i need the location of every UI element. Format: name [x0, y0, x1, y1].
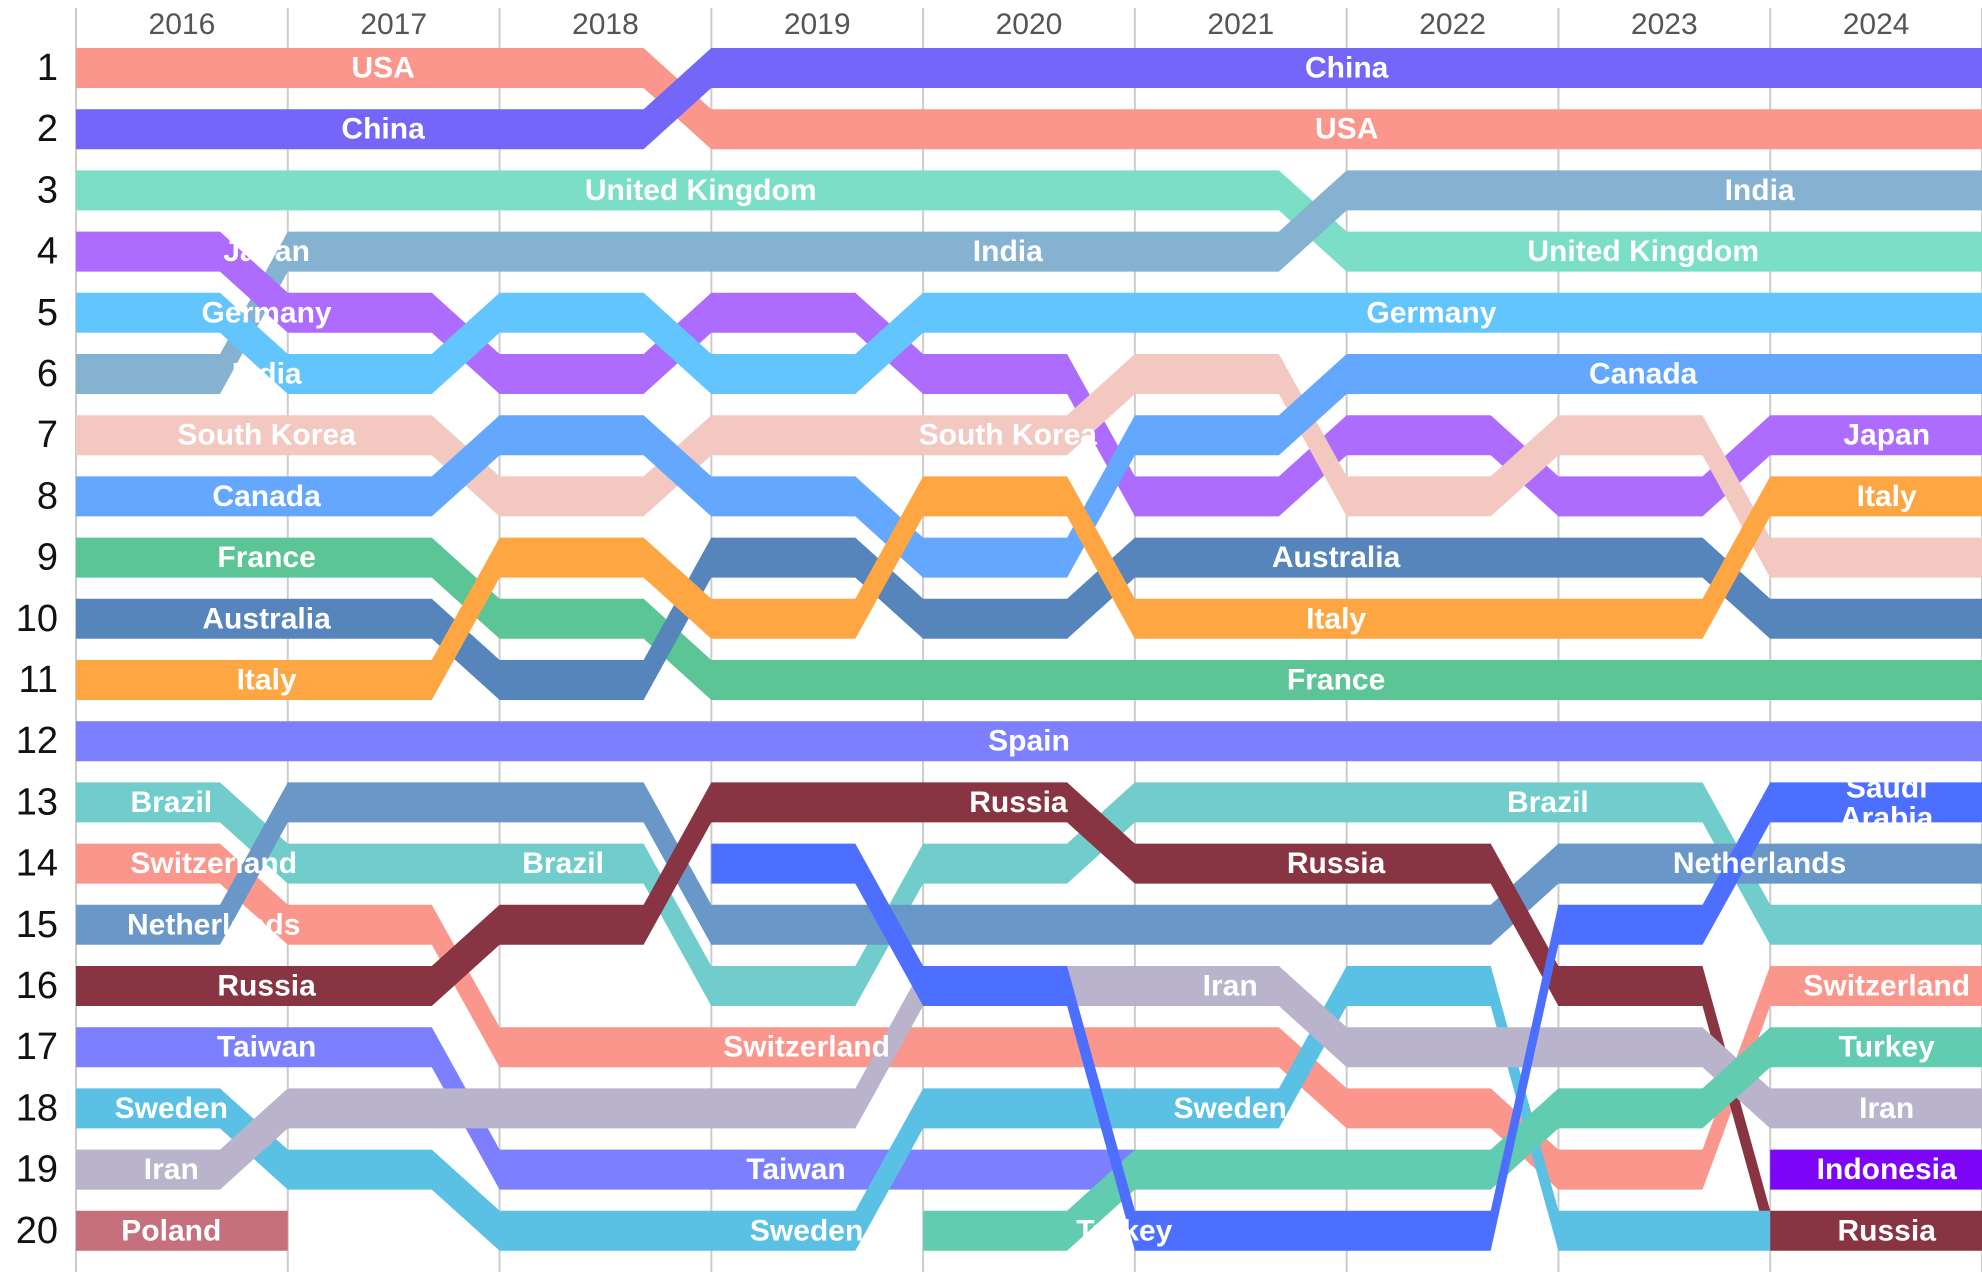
band-label: Canada: [1589, 357, 1698, 391]
band-label: Switzerland: [723, 1030, 890, 1064]
band-label: Iran: [1859, 1091, 1915, 1125]
year-label-2019: 2019: [783, 8, 851, 41]
band-label: Taiwan: [746, 1153, 846, 1187]
year-label-2022: 2022: [1419, 8, 1486, 41]
rank-label-13: 13: [15, 781, 58, 824]
rank-label-11: 11: [18, 659, 58, 701]
rank-label-2: 2: [36, 108, 58, 151]
band-label: Spain: [988, 724, 1070, 758]
band-label: South Korea: [918, 418, 1097, 452]
band-label: Italy: [1306, 602, 1367, 636]
year-label-2024: 2024: [1842, 8, 1910, 41]
band-label: Brazil: [1507, 785, 1589, 819]
year-label-2020: 2020: [995, 8, 1063, 41]
band-label: China: [1305, 51, 1389, 85]
rank-label-10: 10: [15, 597, 58, 640]
band-label: India: [1724, 173, 1795, 207]
band-label: Brazil: [130, 785, 213, 819]
band-label: Australia: [1271, 541, 1401, 575]
band-label: Russia: [1837, 1214, 1936, 1248]
band-label: Italy: [1856, 479, 1917, 513]
band-label: Turkey: [1076, 1214, 1173, 1248]
band-label: Japan: [1843, 418, 1931, 452]
band-label: India: [972, 235, 1043, 269]
year-label-2021: 2021: [1207, 8, 1275, 41]
band-label: Switzerland: [1803, 969, 1971, 1003]
band-label: France: [217, 541, 316, 575]
band-label: Poland: [121, 1214, 222, 1248]
band-label: Russia: [969, 785, 1068, 819]
series-bands: [76, 48, 1982, 1251]
band-label: Netherlands: [127, 908, 301, 942]
band-label: Germany: [1366, 296, 1497, 330]
rank-label-5: 5: [36, 291, 58, 334]
band-label: Russia: [217, 969, 316, 1003]
band-label: USA: [351, 51, 415, 85]
rank-label-16: 16: [15, 965, 58, 1007]
band-label: United Kingdom: [584, 173, 817, 207]
band-label: France: [1286, 663, 1386, 697]
band-label: Brazil: [522, 847, 604, 881]
rank-label-6: 6: [36, 353, 58, 395]
band-label: United Kingdom: [1527, 235, 1760, 269]
band-label: Australia: [202, 602, 331, 636]
rank-label-8: 8: [36, 475, 58, 518]
band-label: USA: [1315, 112, 1379, 146]
band-label: Taiwan: [216, 1030, 317, 1064]
band-label: Canada: [212, 479, 321, 513]
rank-label-1: 1: [36, 47, 58, 89]
band-label: Iran: [1202, 969, 1258, 1003]
x-axis-years: [149, 8, 1910, 41]
rank-label-3: 3: [36, 169, 58, 212]
band-label: Italy: [236, 663, 297, 697]
band-label: Sweden: [114, 1091, 228, 1125]
year-label-2016: 2016: [148, 8, 216, 41]
band-label: Netherlands: [1672, 847, 1847, 881]
rank-label-7: 7: [36, 414, 58, 457]
band-switzerland: [76, 844, 1982, 1190]
band-label: Turkey: [1838, 1030, 1935, 1064]
band-label: South Korea: [177, 418, 356, 452]
rank-label-4: 4: [36, 230, 58, 273]
band-label: Sweden: [1173, 1091, 1287, 1125]
band-label: Germany: [201, 296, 332, 330]
rank-label-15: 15: [15, 903, 58, 946]
band-labels: [115, 52, 1970, 1248]
rank-label-19: 19: [15, 1148, 58, 1191]
rank-label-20: 20: [15, 1209, 58, 1252]
rank-label-18: 18: [15, 1087, 58, 1130]
band-label: Russia: [1286, 847, 1386, 881]
rank-label-9: 9: [36, 536, 58, 579]
band-label: Sweden: [749, 1214, 864, 1248]
y-axis-ranks: [16, 47, 58, 1252]
rank-label-12: 12: [15, 720, 58, 763]
band-label: Indonesia: [1816, 1153, 1957, 1187]
year-label-2018: 2018: [572, 8, 639, 41]
rank-label-14: 14: [15, 842, 58, 885]
band-label: Saudi Arabia: [1840, 770, 1934, 834]
band-label: Japan: [223, 235, 310, 269]
band-label: India: [231, 357, 302, 391]
band-label: China: [341, 112, 425, 146]
band-label: Iran: [143, 1153, 199, 1187]
year-label-2023: 2023: [1630, 8, 1698, 41]
band-label: Switzerland: [130, 847, 298, 881]
year-label-2017: 2017: [360, 8, 428, 41]
rank-label-17: 17: [15, 1026, 58, 1069]
